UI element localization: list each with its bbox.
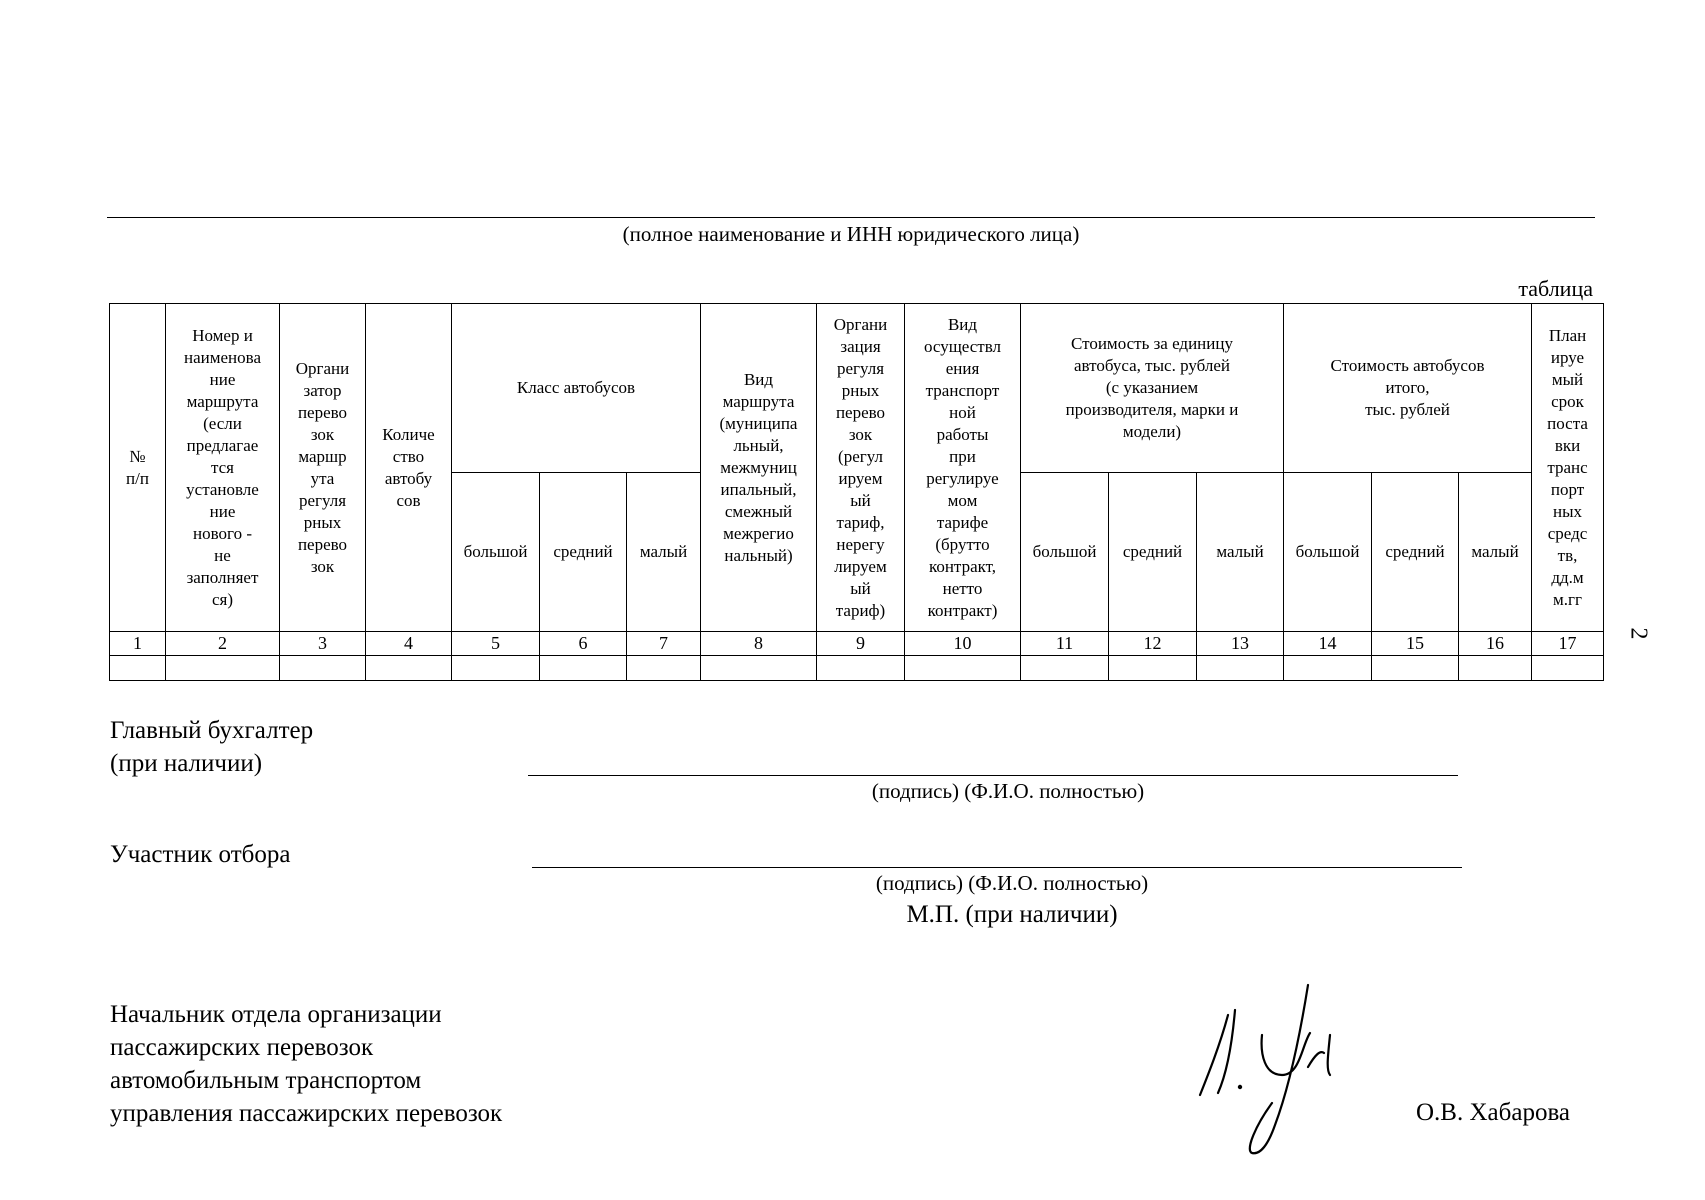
header-delivery-date: План ируе мый срок поста вки транс порт ных средс тв, дд.м м.гг [1532, 304, 1604, 632]
header-unit-cost: Стоимость за единицу автобуса, тыс. рублей (с указанием производителя, марки и модели) [1021, 304, 1284, 473]
handwritten-signature [1190, 975, 1360, 1165]
table-label: таблица [1518, 276, 1593, 301]
participant-label: Участник отбора [110, 841, 291, 868]
seal-label: М.П. (при наличии) [906, 901, 1118, 928]
column-number: 4 [366, 632, 452, 656]
header-organizer: Органи затор перево зок маршр ута регуля рных перево зок [280, 304, 366, 632]
header-transport-organization: Органи зация регуля рных перево зок (регул ируем ый тариф, нерегу лируем ый тариф) [817, 304, 905, 632]
data-cell[interactable] [817, 656, 905, 681]
column-number: 5 [452, 632, 540, 656]
subheader-small: малый [1459, 473, 1532, 632]
header-bus-count: Количе ство автобу сов [366, 304, 452, 632]
subheader-large: большой [452, 473, 540, 632]
official-name: О.В. Хабарова [1416, 1099, 1571, 1126]
column-number: 7 [627, 632, 701, 656]
subheader-large: большой [1284, 473, 1372, 632]
header-route-type: Вид маршрута (муниципа льный, межмуниц ипальный, смежный межрегио нальный) [701, 304, 817, 632]
signature-line-participant [532, 867, 1462, 868]
data-cell[interactable] [366, 656, 452, 681]
legal-entity-line [107, 217, 1595, 218]
data-cell[interactable] [701, 656, 817, 681]
column-number: 15 [1372, 632, 1459, 656]
data-cell[interactable] [1197, 656, 1284, 681]
chief-accountant-label: Главный бухгалтер (при наличии) [110, 717, 314, 777]
column-number-row [110, 632, 1604, 656]
data-cell[interactable] [452, 656, 540, 681]
column-number: 2 [166, 632, 280, 656]
data-cell[interactable] [540, 656, 627, 681]
data-cell[interactable] [280, 656, 366, 681]
header-transport-work-type: Вид осуществл ения транспорт ной работы при регулируе мом тарифе (брутто контракт, нетто контракт) [905, 304, 1021, 632]
column-number: 16 [1459, 632, 1532, 656]
subheader-medium: средний [540, 473, 627, 632]
column-number: 9 [817, 632, 905, 656]
data-cell[interactable] [905, 656, 1021, 681]
legal-entity-caption: (полное наименование и ИНН юридического лица) [622, 222, 1080, 246]
subheader-large: большой [1021, 473, 1109, 632]
signature-caption-participant: (подпись) (Ф.И.О. полностью) [875, 871, 1149, 895]
column-number: 6 [540, 632, 627, 656]
data-cell[interactable] [1021, 656, 1109, 681]
signature-line-accountant [528, 775, 1458, 776]
header-total-cost: Стоимость автобусов итого, тыс. рублей [1284, 304, 1532, 473]
column-number: 14 [1284, 632, 1372, 656]
header-route-name: Номер и наименова ние маршрута (если предлагае тся установле ние нового - не заполняет ся) [166, 304, 280, 632]
empty-data-row [110, 656, 1604, 681]
column-number: 1 [110, 632, 166, 656]
column-number: 12 [1109, 632, 1197, 656]
data-cell[interactable] [1459, 656, 1532, 681]
data-cell[interactable] [110, 656, 166, 681]
signature-caption-accountant: (подпись) (Ф.И.О. полностью) [871, 779, 1145, 803]
subheader-medium: средний [1372, 473, 1459, 632]
subheader-small: малый [1197, 473, 1284, 632]
column-number: 13 [1197, 632, 1284, 656]
official-position: Начальник отдела организации пассажирских перевозок автомобильным транспортом управления пассажирских перевозок [110, 1001, 503, 1127]
data-cell[interactable] [1284, 656, 1372, 681]
column-number: 11 [1021, 632, 1109, 656]
header-bus-class: Класс автобусов [452, 304, 701, 473]
data-cell[interactable] [1532, 656, 1604, 681]
data-cell[interactable] [627, 656, 701, 681]
header-number: № п/п [110, 304, 166, 632]
column-number: 3 [280, 632, 366, 656]
column-number: 8 [701, 632, 817, 656]
data-cell[interactable] [1372, 656, 1459, 681]
subheader-medium: средний [1109, 473, 1197, 632]
data-cell[interactable] [1109, 656, 1197, 681]
column-number: 17 [1532, 632, 1604, 656]
column-number: 10 [905, 632, 1021, 656]
data-cell[interactable] [166, 656, 280, 681]
bus-form-table [109, 303, 1604, 681]
subheader-small: малый [627, 473, 701, 632]
table-header-row [110, 304, 1604, 473]
page-number: 2 [1625, 627, 1652, 640]
